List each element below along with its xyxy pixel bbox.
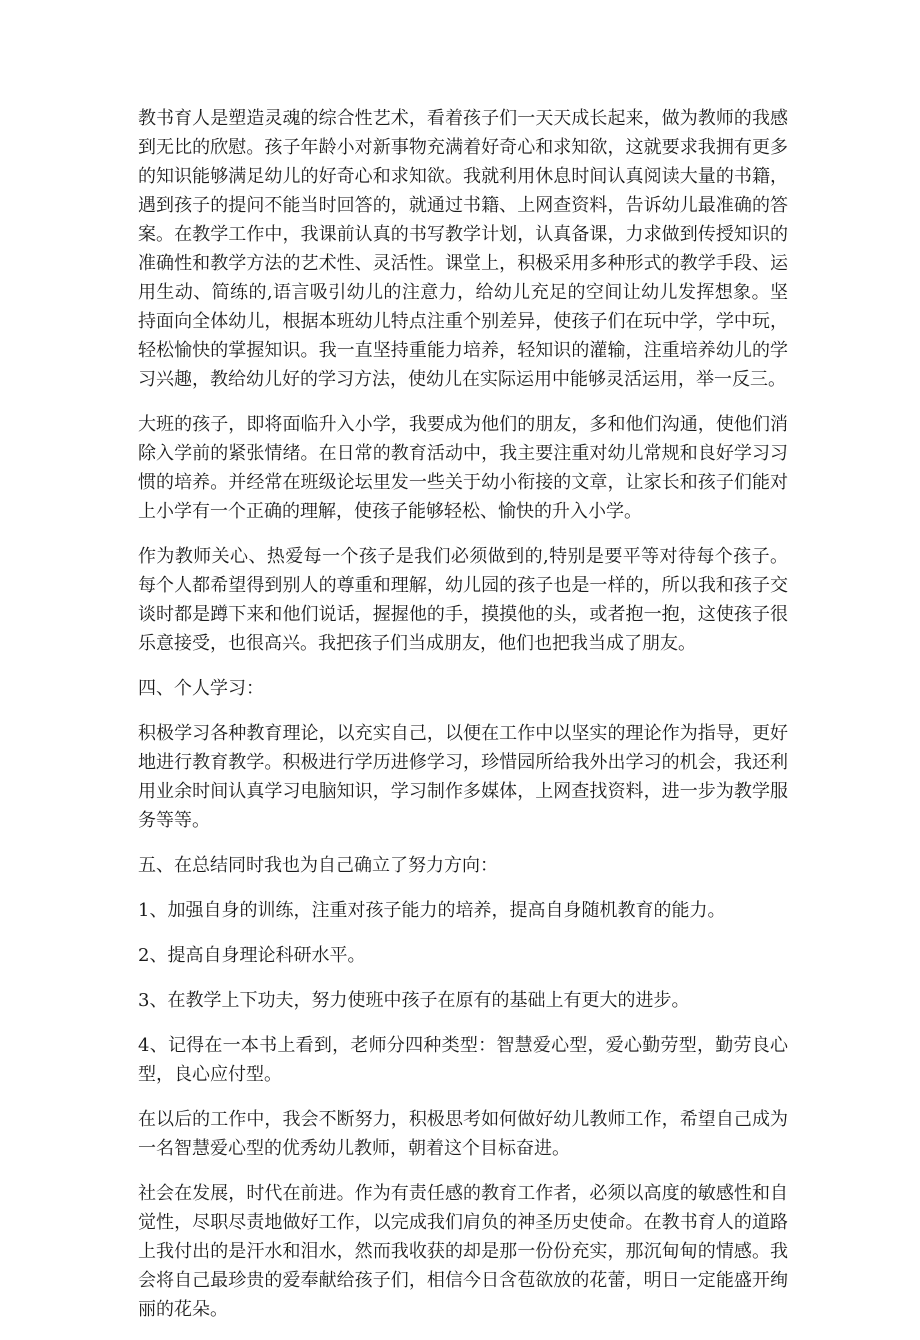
- paragraph-care-for-children: 作为教师关心、热爱每一个孩子是我们必须做到的,特别是要平等对待每个孩子。每个人都希望得到别人的尊重和理解，幼儿园的孩子也是一样的，所以我和孩子交谈时都是蹲下来和他们说话，握握他的手，摸摸他的头，或者抱一抱，这使孩子很乐意接受，也很高兴。我把孩子们当成朋友，他们也把我当成了朋友。: [138, 546, 788, 654]
- paragraph-teaching-art: 教书育人是塑造灵魂的综合性艺术，看着孩子们一天天成长起来，做为教师的我感到无比的欣慰。孩子年龄小对新事物充满着好奇心和求知欲，这就要求我拥有更多的知识能够满足幼儿的好奇心和求知欲。我就利用休息时间认真阅读大量的书籍，遇到孩子的提问不能当时回答的，就通过书籍、上网查资料，告诉幼儿最准确的答案。在教学工作中，我课前认真的书写教学计划，认真备课，力求做到传授知识的准确性和教学方法的艺术性、灵活性。课堂上，积极采用多种形式的教学手段、运用生动、简练的,语言吸引幼儿的注意力，给幼儿充足的空间让幼儿发挥想象。坚持面向全体幼儿，根据本班幼儿特点注重个别差异，使孩子们在玩中学，学中玩，轻松愉快的掌握知识。我一直坚持重能力培养，轻知识的灌输，注重培养幼儿的学习兴趣，教给幼儿好的学习方法，使幼儿在实际运用中能够灵活运用，举一反三。: [138, 108, 788, 390]
- paragraph-future-work: 在以后的工作中，我会不断努力，积极思考如何做好幼儿教师工作，希望自己成为一名智慧爱心型的优秀幼儿教师，朝着这个目标奋进。: [138, 1109, 788, 1159]
- list-item-1: 1、加强自身的训练，注重对孩子能力的培养，提高自身随机教育的能力。: [138, 900, 726, 921]
- document-body: [138, 104, 788, 1340]
- section-heading-personal-study: 四、个人学习：: [138, 678, 264, 699]
- list-item-3: 3、在教学上下功夫，努力使班中孩子在原有的基础上有更大的进步。: [138, 990, 690, 1011]
- list-item-2: 2、提高自身理论科研水平。: [138, 945, 366, 966]
- section-heading-direction: 五、在总结同时我也为自己确立了努力方向：: [138, 855, 498, 876]
- paragraph-conclusion: 社会在发展，时代在前进。作为有责任感的教育工作者，必须以高度的敏感性和自觉性，尽职尽责地做好工作，以完成我们肩负的神圣历史使命。在教书育人的道路上我付出的是汗水和泪水，然而我收获的却是那一份份充实，那沉甸甸的情感。我会将自己最珍贵的爱奉献给孩子们，相信今日含苞欲放的花蕾，明日一定能盛开绚丽的花朵。: [138, 1183, 788, 1320]
- paragraph-personal-study: 积极学习各种教育理论，以充实自己，以便在工作中以坚实的理论作为指导，更好地进行教育教学。积极进行学历进修学习，珍惜园所给我外出学习的机会，我还利用业余时间认真学习电脑知识，学习制作多媒体，上网查找资料，进一步为教学服务等等。: [138, 723, 788, 831]
- paragraph-senior-class: 大班的孩子，即将面临升入小学，我要成为他们的朋友，多和他们沟通，使他们消除入学前的紧张情绪。在日常的教育活动中，我主要注重对幼儿常规和良好学习习惯的培养。并经常在班级论坛里发一些关于幼小衔接的文章，让家长和孩子们能对上小学有一个正确的理解，使孩子能够轻松、愉快的升入小学。: [138, 414, 788, 522]
- list-item-4: 4、记得在一本书上看到，老师分四种类型：智慧爱心型，爱心勤劳型，勤劳良心型，良心应付型。: [138, 1035, 788, 1085]
